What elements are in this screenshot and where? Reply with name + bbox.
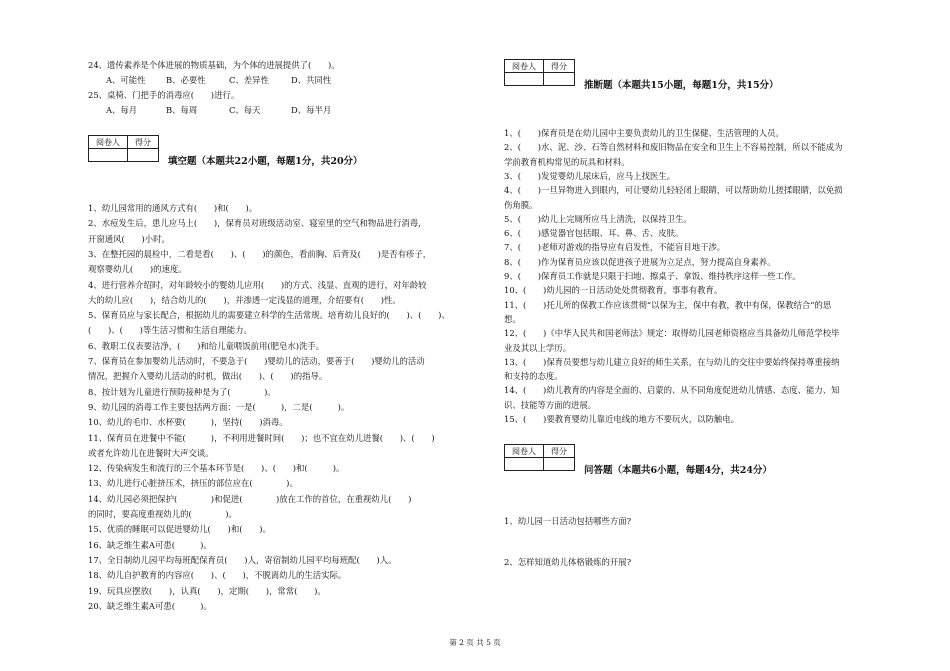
question-line: 12、传染病发生和流行的三个基本环节是( )、( )和( )。: [88, 463, 345, 474]
question-line: 1、幼儿园常用的通风方式有( )和( )。: [88, 203, 258, 213]
question-line: 和支持的态度。: [504, 371, 563, 382]
question-line: 10、( )幼儿园的一日活动处处贯彻教育，事事有教育。: [504, 285, 723, 296]
question-line: 2、水痘发生后，患儿应马上( )，保育员对班级活动室、寝室里的空气和物品进行消毒，: [88, 218, 427, 229]
option-a: A、每月: [106, 105, 138, 115]
question-line: ( )、( )等生活习惯和生活自理能力。: [88, 325, 252, 336]
question-line: 13、( )保育员要想与幼儿建立良好的师生关系，在与幼儿的交往中要始终保持尊重接纳: [504, 356, 840, 367]
question-line: 伤角膜。: [504, 199, 538, 210]
question-line: 识、技能等方面的进展。: [504, 399, 597, 410]
question-line: 3、( )发觉婴幼儿尿床后，应马上找医生。: [504, 170, 675, 181]
question-line: 4、( )一旦异物进入到眼内，可让婴幼儿轻轻闭上眼睛，可以帮助幼儿搓揉眼睛，以免损: [504, 185, 843, 196]
question-line: 1、( )保育员是在幼儿园中主要负责幼儿的卫生保健、生活管理的人员。: [504, 128, 784, 138]
question-25: 25、桌椅、门把手的消毒应( )进行。: [88, 90, 240, 100]
question-24: 24、遗传素养是个体进展的物质基础，为个体的进展提供了( )。: [88, 60, 340, 70]
option-c: C、差异性: [229, 75, 269, 85]
option-c: C、每天: [229, 105, 261, 115]
question-line: 11、( )托儿所的保教工作应该贯彻“以保为主，保中有教，教中有保，保教结合”的思: [504, 299, 832, 310]
option-a: A、可能性: [106, 75, 146, 85]
reviewer-label: 阅卷人: [505, 445, 544, 458]
question-line: 15、( )要教育婴幼儿靠近电线的地方不要玩火，以防触电。: [504, 414, 739, 424]
question-line: 13、幼儿进行心脏挤压术，挤压的部位应在( )。: [88, 478, 298, 489]
question-line: 18、幼儿自护教育的内容应( )、( )，不脱离幼儿的生活实际。: [88, 570, 347, 581]
score-cell[interactable]: [544, 73, 575, 86]
question-line: 16、缺乏维生素A可患( )。: [88, 539, 212, 550]
question-line: 5、保育员应与家长配合，根据幼儿的需要建立科学的生活常规。培育幼儿良好的( )、( )、: [88, 310, 450, 321]
question-line: 19、玩具应摆放( )，认真( )，定期( )，常常( )。: [88, 585, 326, 596]
question-line: 9、幼儿园的消毒工作主要包括两方面：一是( )，二是( )。: [88, 401, 350, 412]
question-line: 的同时，要高度重视幼儿的( )。: [88, 509, 237, 519]
question-line: 情况，把握介入婴幼儿活动的时机，做出( )、( )的指导。: [88, 371, 328, 382]
score-cell[interactable]: [544, 458, 575, 471]
score-label: 得分: [544, 60, 575, 73]
question-24-options: [106, 75, 331, 86]
question-line: 业及其以上学历。: [504, 342, 571, 353]
reviewer-cell[interactable]: [89, 149, 128, 162]
reviewer-label: 阅卷人: [89, 136, 128, 149]
question-line: 14、( )幼儿教育的内容是全面的、启蒙的、从不同角度促进幼儿情感、态度、能力、知: [504, 385, 840, 396]
qa-question-1: 1、幼儿园一日活动包括哪些方面?: [504, 516, 632, 526]
question-line: 或者允许幼儿在进餐时大声交谈。: [88, 447, 214, 458]
question-line: 12、( )《中华人民共和国老师法》规定：取得幼儿园老师资格应当具备幼儿师范学校毕: [504, 328, 840, 339]
score-label: 得分: [128, 136, 159, 149]
question-line: 3、在整托园的晨检中，二看是看( )、( )的颜色，看前胸、后背及( )是否有疹子，: [88, 248, 432, 259]
qa-question-2: 2、怎样知道幼儿体格锻炼的开展?: [504, 557, 632, 567]
question-line: 15、优质的睡眠可以促进婴幼儿( )和( )。: [88, 524, 271, 535]
question-line: 观察婴幼儿( )的速度。: [88, 264, 187, 275]
question-line: 6、教职工仪表要洁净，( )和给儿童喂饭前用(肥皂水)洗手。: [88, 340, 325, 351]
question-line: 学前教育机构常见的玩具和材料。: [504, 156, 630, 167]
score-box: [504, 444, 575, 471]
question-line: 2、( )水、泥、沙、石等自然材料和废旧物品在安全和卫生上不容易控制，所以不能成为: [504, 142, 843, 153]
option-b: B、每周: [166, 105, 198, 115]
question-line: 7、保育员在参加婴幼儿活动时，不要急于( )婴幼儿的活动，要善于( )婴幼儿的活动: [88, 356, 425, 366]
question-line: 5、( )幼儿上完厕所应马上清洗，以保持卫生。: [504, 213, 692, 224]
score-box: [504, 59, 575, 86]
option-b: B、必要性: [166, 75, 206, 85]
question-line: 想。: [504, 313, 521, 324]
question-line: 大的幼儿应( )，结合幼儿的( )，并渗透一定浅显的道理，介绍要有( )性。: [88, 294, 401, 305]
question-line: 4、进行营养介绍时，对年龄较小的婴幼儿应用( )的方式、浅显、直观的进行，对年龄较: [88, 279, 427, 290]
question-line: 8、( )作为保育员应该以促进孩子进展为立足点，努力提高自身素养。: [504, 256, 776, 267]
question-line: 14、幼儿园必须把保护( )和促进( )放在工作的首位，在重视幼儿( ): [88, 493, 412, 504]
page-footer: 第 2 页 共 5 页: [449, 638, 501, 647]
question-line: 10、幼儿的毛巾、水杯要( )，坚持( )消毒。: [88, 417, 288, 428]
reviewer-label: 阅卷人: [505, 60, 544, 73]
reviewer-cell[interactable]: [505, 73, 544, 86]
question-line: 9、( )保育员工作就是只限于扫地、擦桌子、拿饭、维持秩序这样一些工作。: [504, 271, 801, 281]
question-line: 17、全日制幼儿园平均每班配保育员( )人，寄宿制幼儿园平均每班配( )人。: [88, 554, 397, 565]
qa-section-title: 问答题（本题共6小题，每题4分，共24分）: [584, 465, 772, 476]
score-box: [88, 135, 159, 162]
question-line: 6、( )感觉器官包括眼、耳、鼻、舌、皮肤。: [504, 228, 684, 239]
reviewer-cell[interactable]: [505, 458, 544, 471]
question-25-options: [106, 105, 331, 116]
question-line: 11、保育员在进餐中不能( )，不利用进餐时间( )；也不宜在幼儿进餐( )、( ): [88, 432, 435, 443]
option-d: D、共同性: [291, 75, 332, 85]
score-cell[interactable]: [128, 149, 159, 162]
question-line: 开窗通风( )小时。: [88, 233, 170, 244]
fill-section-title: 填空题（本题共22小题，每题1分，共20分）: [168, 156, 363, 167]
judge-section-title: 推断题（本题共15小题，每题1分，共15分）: [584, 80, 779, 91]
score-label: 得分: [544, 445, 575, 458]
option-d: D、每半月: [291, 105, 332, 115]
question-line: 20、缺乏维生素A可患( )。: [88, 600, 212, 611]
question-line: 8、按计划为儿童进行预防接种是为了( )。: [88, 386, 276, 397]
question-line: 7、( )老师对游戏的指导应有启发性，不能盲目地干涉。: [504, 242, 726, 253]
